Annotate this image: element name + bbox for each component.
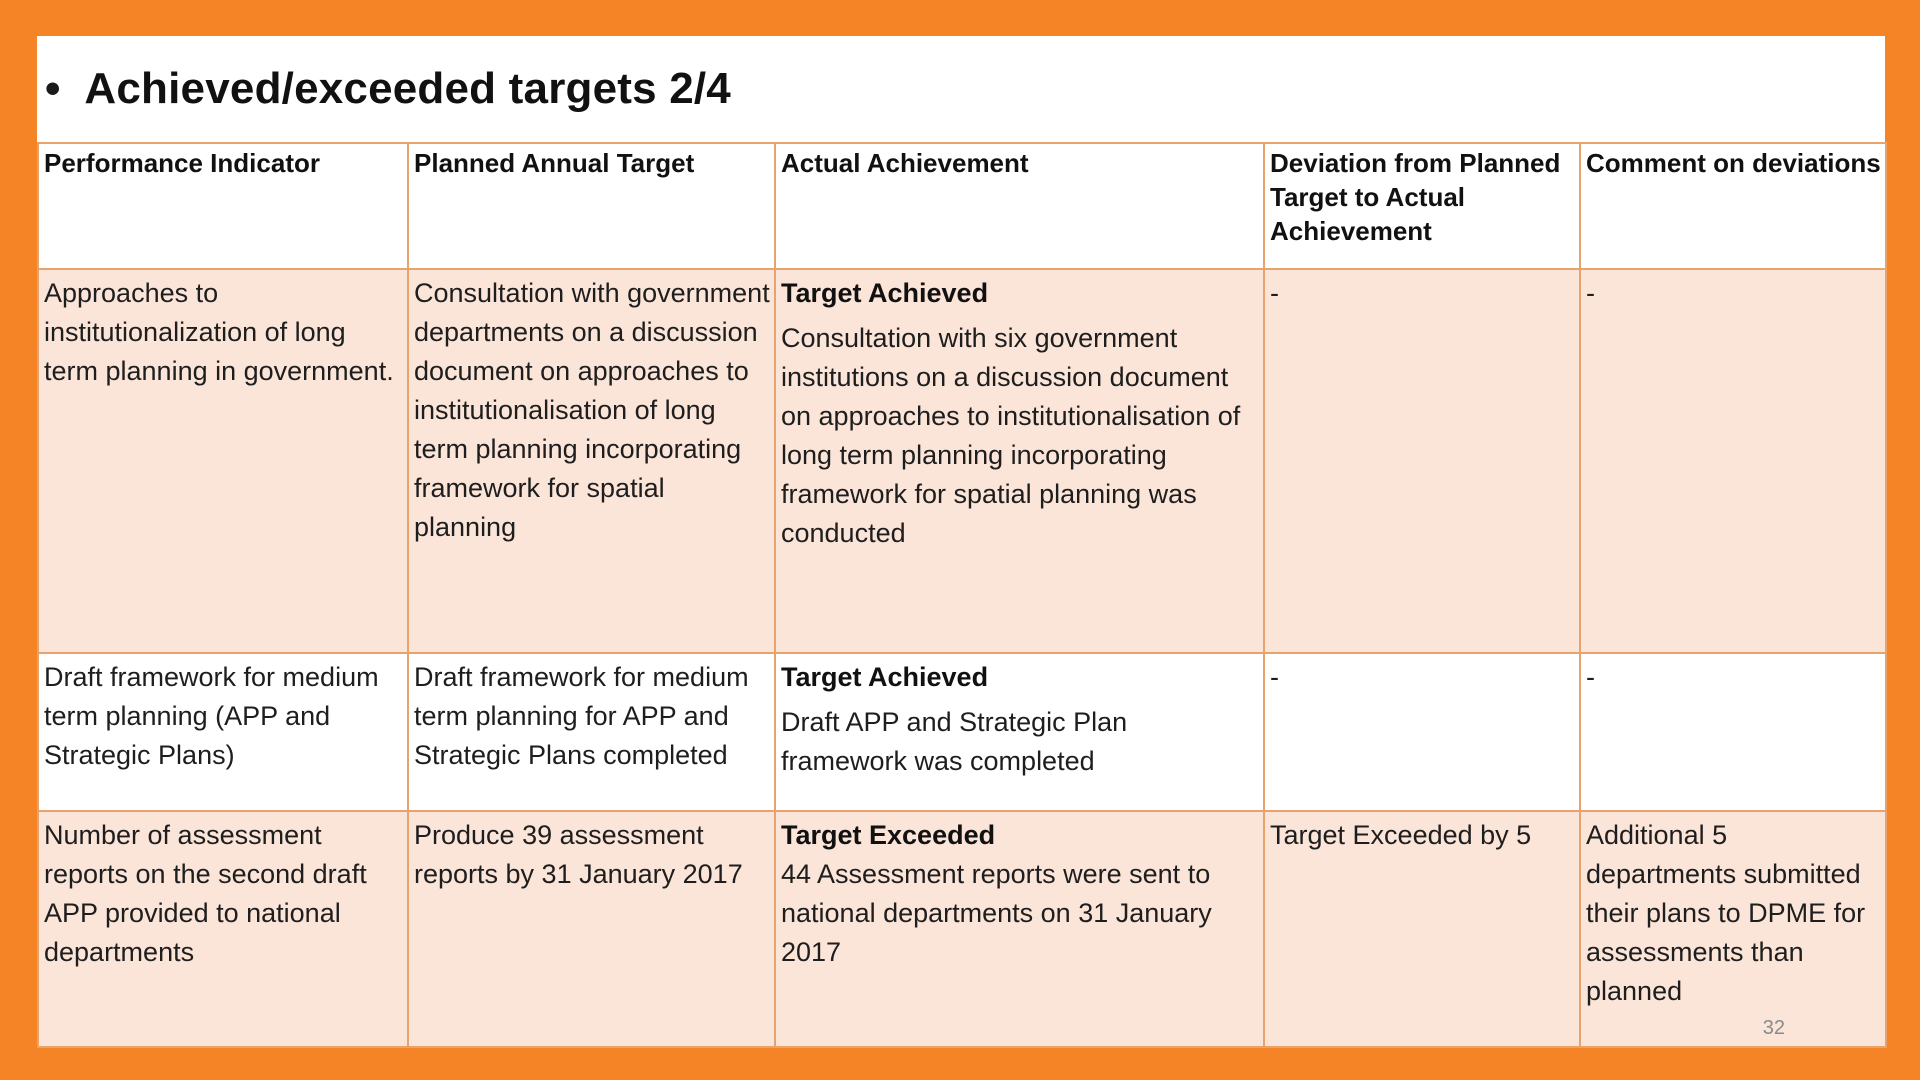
actual-text: Consultation with six government institutions on a discussion document on approaches to institutionalisation of long term planning incorporating framework for spatial planning was conducted bbox=[781, 323, 1241, 548]
cell-actual bbox=[775, 811, 1264, 1047]
cell-comment: - bbox=[1580, 269, 1886, 653]
status-label: Target Exceeded bbox=[781, 820, 996, 850]
table-row bbox=[38, 269, 1886, 653]
actual-text: Draft APP and Strategic Plan framework was completed bbox=[781, 707, 1128, 776]
header-performance-indicator: Performance Indicator bbox=[38, 143, 408, 269]
page-number: 32 bbox=[1762, 1017, 1785, 1039]
title-row bbox=[37, 36, 1885, 142]
actual-text: 44 Assessment reports were sent to national departments on 31 January 2017 bbox=[781, 859, 1212, 967]
cell-planned: Draft framework for medium term planning for APP and Strategic Plans completed bbox=[408, 653, 775, 811]
cell-deviation: - bbox=[1264, 653, 1580, 811]
cell-deviation: Target Exceeded by 5 bbox=[1264, 811, 1580, 1047]
cell-comment: Additional 5 departments submitted their plans to DPME for assessments than planned bbox=[1580, 811, 1886, 1047]
cell-comment: - bbox=[1580, 653, 1886, 811]
cell-indicator: Number of assessment reports on the second draft APP provided to national departments bbox=[38, 811, 408, 1047]
header-planned-annual-target: Planned Annual Target bbox=[408, 143, 775, 269]
page-title: Achieved/exceeded targets 2/4 bbox=[84, 64, 731, 113]
cell-actual bbox=[775, 269, 1264, 653]
status-label: Target Achieved bbox=[781, 278, 989, 308]
header-comment: Comment on deviations bbox=[1580, 143, 1886, 269]
cell-indicator: Draft framework for medium term planning (APP and Strategic Plans) bbox=[38, 653, 408, 811]
header-deviation: Deviation from Planned Target to Actual Achievement bbox=[1264, 143, 1580, 269]
cell-planned: Produce 39 assessment reports by 31 January 2017 bbox=[408, 811, 775, 1047]
slide bbox=[37, 36, 1885, 1044]
table-row bbox=[38, 653, 1886, 811]
cell-indicator: Approaches to institutionalization of long term planning in government. bbox=[38, 269, 408, 653]
status-label: Target Achieved bbox=[781, 662, 989, 692]
performance-table bbox=[37, 142, 1887, 1048]
title-bullet: • bbox=[45, 64, 61, 113]
table-header-row bbox=[38, 143, 1886, 269]
cell-deviation: - bbox=[1264, 269, 1580, 653]
cell-actual bbox=[775, 653, 1264, 811]
header-actual-achievement: Actual Achievement bbox=[775, 143, 1264, 269]
cell-planned: Consultation with government departments on a discussion document on approaches to institutionalisation of long term planning incorporating framework for spatial planning bbox=[408, 269, 775, 653]
table-row bbox=[38, 811, 1886, 1047]
